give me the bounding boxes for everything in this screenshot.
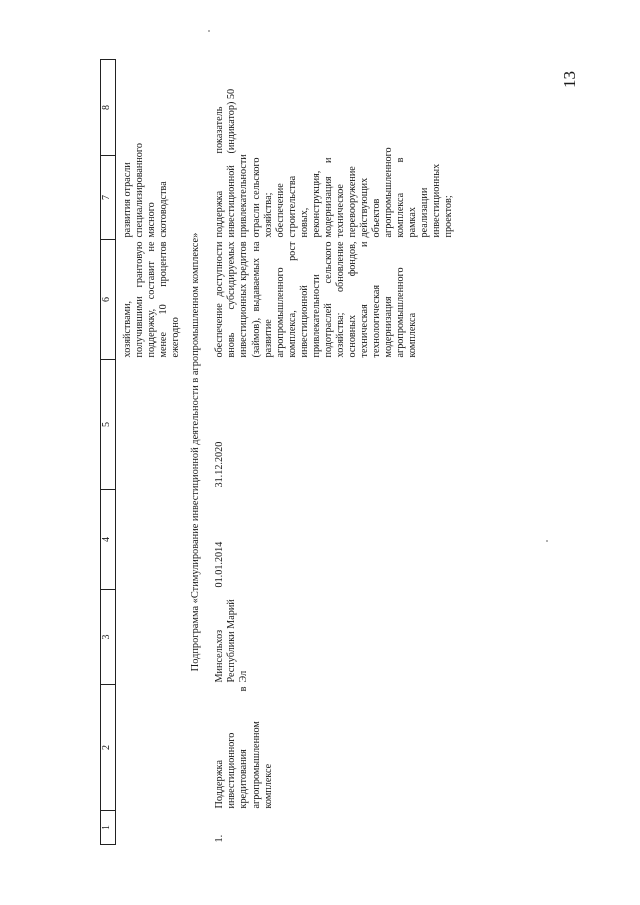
col-header-6: 6	[101, 240, 116, 360]
col-header-2: 2	[101, 685, 116, 811]
main-directions: поддержка инвестиционной привлекательности отрасли сельского хозяйства; обеспечение строительства новых, реконструкция, модернизация и техническое перевооружение действующих объектов агропромышленного комплекса в рамках реализации инвестиционных проектов;	[214, 147, 455, 238]
col-header-8: 8	[101, 60, 116, 156]
scan-speck	[546, 540, 548, 542]
program-activities-table	[100, 59, 455, 845]
column-number-row	[101, 60, 116, 845]
expected-result: обеспечение доступности вновь субсидируемых инвестиционных кредитов (займов), выдаваемых на развитие агропромышленного комплекса, рост инвестиционной привлекательности подотраслей сельского хозяйства; обновление основных фондов, техническая и технологическая модернизация агропромышленного комплекса	[214, 241, 418, 358]
col-header-3: 3	[101, 590, 116, 685]
indicator-link: показатель (индикатор) 50	[214, 88, 238, 154]
subprogram-title: Подпрограмма «Стимулирование инвестиционной деятельности в агропромышленном комплексе»	[190, 232, 202, 672]
col-header-7: 7	[101, 156, 116, 240]
end-date: 31.12.2020	[214, 441, 226, 488]
continuation-direction-text: развития отрасли специализированного мясного скотоводства	[122, 143, 170, 238]
responsible-executor: Минсельхоз Республики Марий Эл	[214, 599, 250, 683]
start-date: 01.01.2014	[214, 541, 226, 588]
col-header-5: 5	[101, 360, 116, 490]
continuation-row	[116, 60, 183, 845]
table-row	[208, 60, 455, 845]
page-number: 13	[560, 71, 579, 88]
rotated-table-sheet	[100, 60, 520, 845]
col-header-1: 1	[101, 811, 116, 845]
activity-name: Поддержка инвестиционного кредитования в агропромышленном комплексе	[214, 686, 274, 809]
subprogram-title-row	[182, 60, 208, 845]
scan-speck	[208, 30, 210, 32]
continuation-result-text: хозяйствами, получившими грантовую поддержку, составит не менее 10 процентов ежегодно	[122, 241, 182, 358]
row-number: 1.	[214, 834, 226, 843]
col-header-4: 4	[101, 490, 116, 590]
